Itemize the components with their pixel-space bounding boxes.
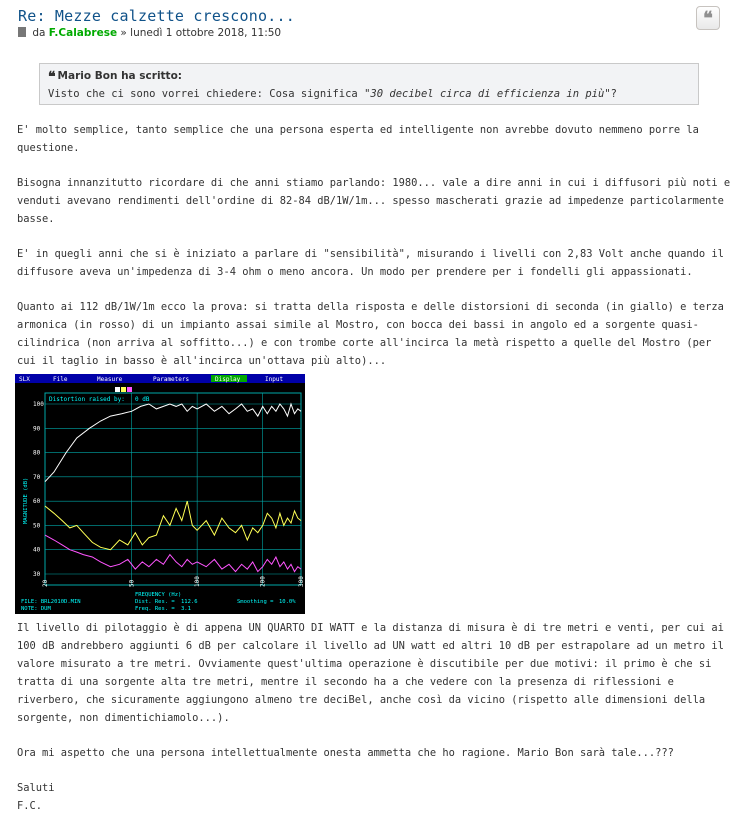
file-label: FILE: BRL2010D.MIN <box>21 599 81 605</box>
y-tick-30: 30 <box>33 571 41 578</box>
y-tick-60: 60 <box>33 498 41 506</box>
quote-block <box>39 63 699 105</box>
menu-item-file: File <box>53 376 68 383</box>
author-link[interactable]: F.Calabrese <box>48 27 118 39</box>
quote-text-before: Visto che ci sono vorrei chiedere: Cosa significa " <box>48 88 371 100</box>
quote-text-after: "? <box>604 88 617 100</box>
paragraph-4: Quanto ai 112 dB/1W/1m ecco la prova: si tratta della risposta e delle distorsioni di seconda (in giallo) e terza armonica (in rosso) di un impianto assai simile al Mostro, con bocca dei bassi in angolo ed a sorgente quasi-cilindrica (non arriva al soffitto...) e con trombe corte all'incirca la metà rispetto a quelle del Mostro (per cui il taglio in basso è all'incirca un'ottava più alto)... <box>17 301 724 367</box>
x-tick-200: 200 <box>259 576 267 587</box>
menu-item-input: Input <box>265 376 284 383</box>
smoothing-label: Smoothing = <box>237 599 274 605</box>
smoothing-value: 10.0% <box>279 599 296 605</box>
paragraph-8: F.C. <box>17 800 43 812</box>
quote-cite <box>48 69 690 85</box>
y-tick-100: 100 <box>33 401 44 408</box>
y-tick-50: 50 <box>33 522 41 530</box>
x-tick-100: 100 <box>194 576 202 587</box>
legend-swatch-yellow <box>121 387 126 392</box>
post-author-line <box>18 27 281 39</box>
legend-value: 0 dB <box>135 396 150 403</box>
paragraph-7: Saluti <box>17 782 55 794</box>
freq-label: Freq. Res. = <box>135 606 175 612</box>
by-label: da <box>32 27 46 39</box>
note-label: NOTE: DUM <box>21 606 51 612</box>
x-tick-50: 50 <box>128 579 136 587</box>
freq-value: 3.1 <box>181 606 191 612</box>
measurement-plot <box>15 374 305 614</box>
paragraph-6: Ora mi aspetto che una persona intellettualmente onesta ammetta che ho ragione. Mario Bon sarà tale...??? <box>17 747 674 759</box>
x-axis-label: FREQUENCY (Hz) <box>135 592 182 598</box>
quote-text-italic: 30 decibel circa di efficienza in più <box>370 88 605 100</box>
post-content <box>10 121 732 815</box>
legend-swatch-white <box>115 387 120 392</box>
quote-cite-text: Mario Bon ha scritto: <box>57 70 182 82</box>
y-axis-label: MAGNITUDE (dB) <box>23 477 29 524</box>
dist-value: 112.6 <box>181 599 198 605</box>
menu-item-measure: Measure <box>97 376 123 383</box>
dist-label: Dist. Res. = <box>135 599 175 605</box>
menu-item-parameters: Parameters <box>153 376 190 383</box>
quote-text <box>48 88 690 100</box>
post-doc-icon <box>18 27 26 37</box>
legend-label: Distortion raised by: <box>49 396 125 403</box>
quote-button[interactable] <box>696 6 720 30</box>
y-tick-40: 40 <box>33 546 41 554</box>
quote-icon: ❝ <box>703 8 713 29</box>
y-tick-70: 70 <box>33 473 41 481</box>
x-tick-20: 20 <box>42 579 49 587</box>
y-tick-80: 80 <box>33 449 41 457</box>
quote-mark-icon: ❝ <box>48 69 56 85</box>
menu-item-display: Display <box>215 376 241 383</box>
y-tick-90: 90 <box>33 425 41 433</box>
x-tick-300: 300 <box>298 576 305 587</box>
paragraph-2: Bisogna innanzitutto ricordare di che anni stiamo parlando: 1980... vale a dire anni in cui i diffusori più noti e venduti avevano rendimenti dell'ordine di 82-84 dB/1W/1m... spesso mascherati grazie ad impedenze particolarmente basse. <box>17 177 731 225</box>
post-title[interactable]: Re: Mezze calzette crescono... <box>18 7 295 25</box>
measurement-image[interactable] <box>15 374 305 614</box>
legend-swatch-magenta <box>127 387 132 392</box>
paragraph-3: E' in quegli anni che si è iniziato a parlare di "sensibilità", misurando i livelli con 2,83 Volt anche quando il diffusore aveva un'impedenza di 3-4 ohm o meno ancora. Un modo per prendere per i fondelli gli appassionati. <box>17 248 724 278</box>
paragraph-1: E' molto semplice, tanto semplice che una persona esperta ed intelligente non avrebbe dovuto nemmeno porre la questione. <box>17 124 699 154</box>
paragraph-5: Il livello di pilotaggio è di appena UN QUARTO DI WATT e la distanza di misura è di tre metri e venti, per cui ai 100 dB andrebbero aggiunti 6 dB per calcolare il livello ad UN watt ed altri 10 dB per estrapolare ad un metro il valore misurato a tre metri. Ovviamente quest'ultima operazione è discutibile per due motivi: il primo è che si tratta di una sorgente alta tre metri, mentre il secondo ha a che vedere con la presenza di riflessioni e riverbero, che sicuramente aggiungono almeno tre deciBel, anche così da vicino (rispetto alle dimensioni della sorgente, non dimentichiamolo...). <box>17 622 724 724</box>
menu-item-slx: SLX <box>19 376 30 383</box>
post-date: » lunedì 1 ottobre 2018, 11:50 <box>120 27 282 39</box>
